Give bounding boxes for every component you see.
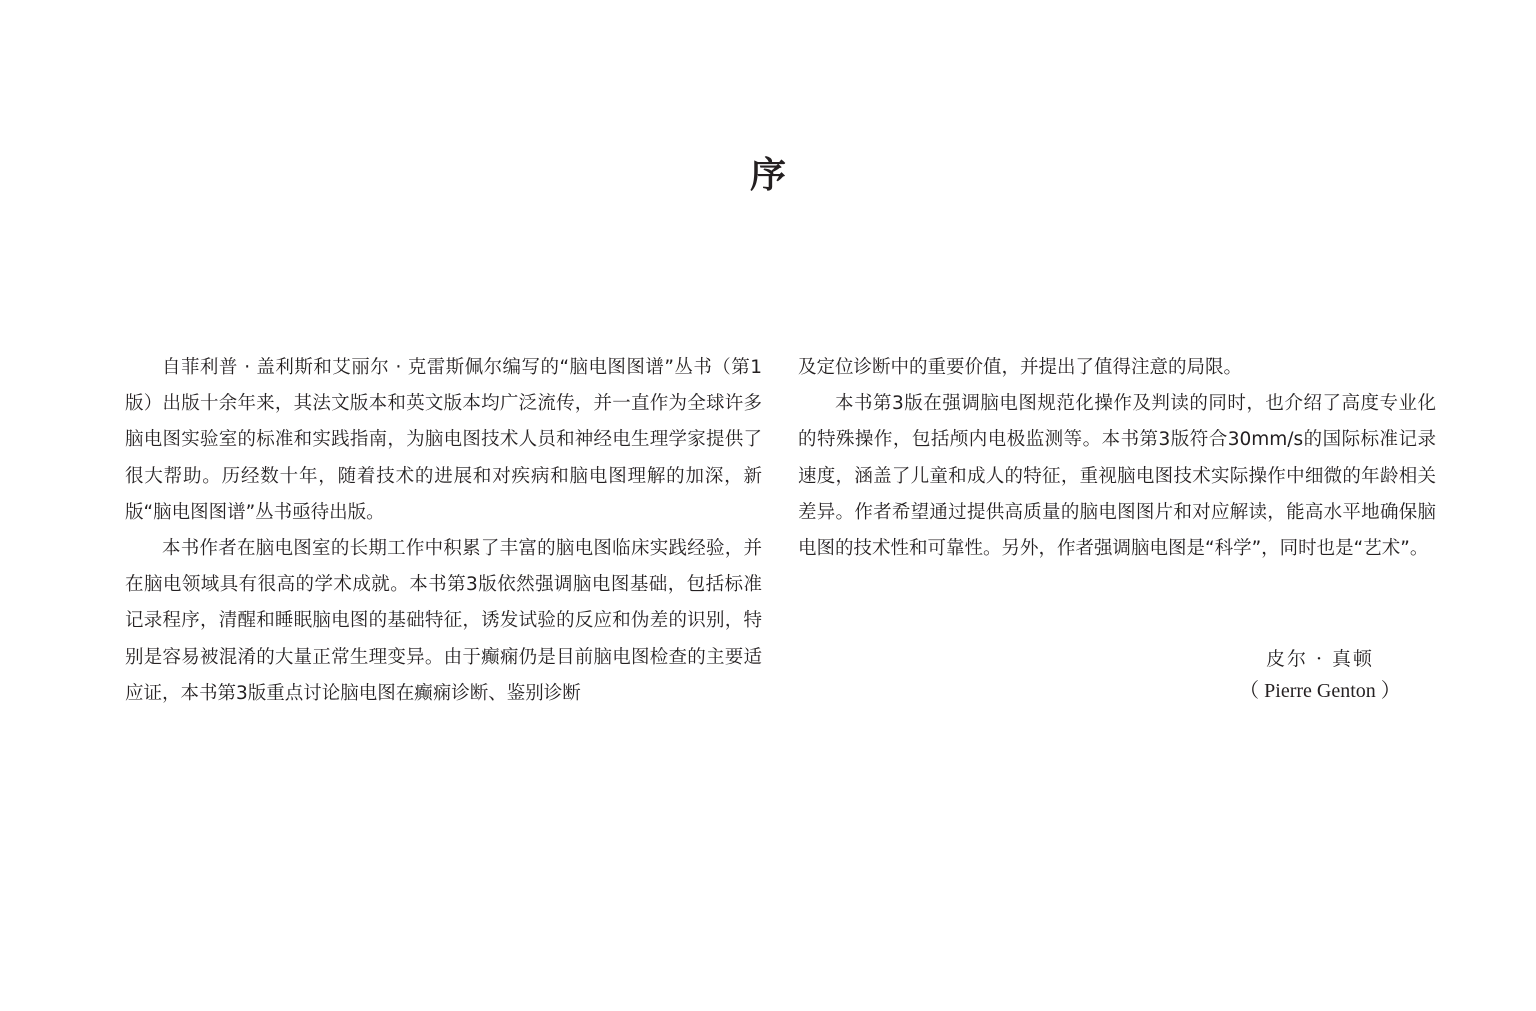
right-column — [798, 350, 1436, 567]
signature — [1200, 643, 1440, 707]
paragraph-2-continuation: 及定位诊断中的重要价值，并提出了值得注意的局限。 — [798, 357, 1243, 378]
paragraph-3: 本书第3版在强调脑电图规范化操作及判读的同时，也介绍了高度专业化的特殊操作，包括颅内电极监测等。本书第3版符合30mm/s的国际标准记录速度，涵盖了儿童和成人的特征，重视脑电图技术实际操作中细微的年龄相关差异。作者希望通过提供高质量的脑电图图片和对应解读，能高水平地确保脑电图的技术性和可靠性。另外，作者强调脑电图是“科学”，同时也是“艺术”。 — [798, 393, 1436, 560]
signature-name-chinese: 皮尔 · 真顿 — [1265, 648, 1375, 670]
left-column — [125, 350, 762, 712]
paragraph-2: 本书作者在脑电图室的长期工作中积累了丰富的脑电图临床实践经验，并在脑电领域具有很高的学术成就。本书第3版依然强调脑电图基础，包括标准记录程序，清醒和睡眠脑电图的基础特征，诱发试验的反应和伪差的识别，特别是容易被混淆的大量正常生理变异。由于癫痫仍是目前脑电图检查的主要适应证，本书第3版重点讨论脑电图在癫痫诊断、鉴别诊断 — [125, 538, 762, 704]
signature-name-english: （ Pierre Genton ） — [1239, 680, 1401, 702]
page-title: 序 — [749, 154, 786, 196]
paragraph-1: 自菲利普 · 盖利斯和艾丽尔 · 克雷斯佩尔编写的“脑电图图谱”丛书（第1版）出版十余年来，其法文版本和英文版本均广泛流传，并一直作为全球许多脑电图实验室的标准和实践指南，为脑电图技术人员和神经电生理学家提供了很大帮助。历经数十年，随着技术的进展和对疾病和脑电图理解的加深，新版“脑电图图谱”丛书亟待出版。 — [125, 357, 762, 523]
